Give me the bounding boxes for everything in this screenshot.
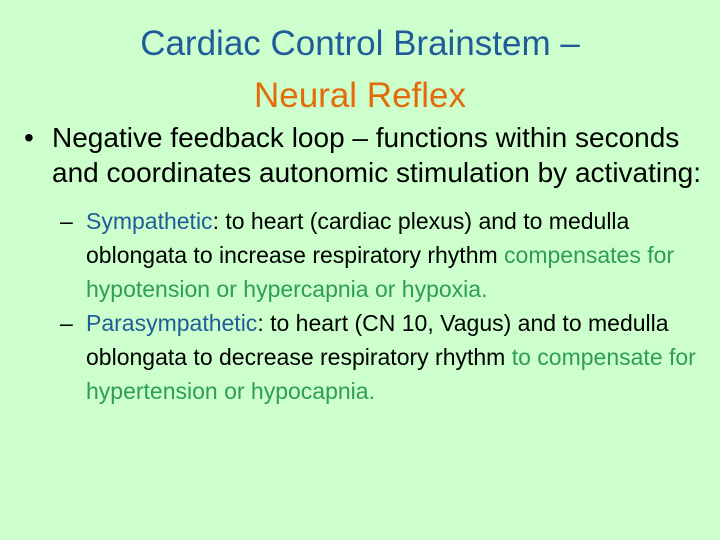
title-line-2: Neural Reflex xyxy=(253,76,467,115)
dash-marker: – xyxy=(60,310,73,336)
sympathetic-term: Sympathetic xyxy=(86,208,213,234)
dash-marker: – xyxy=(60,208,73,234)
main-bullet xyxy=(24,120,704,190)
sympathetic-effect: compensates for hypotension or hypercapnia or hypoxia. xyxy=(86,242,675,302)
slide-title xyxy=(0,18,720,122)
main-bullet-text: Negative feedback loop – functions within seconds and coordinates autonomic stimulation by activating: xyxy=(52,122,702,188)
sympathetic-description: : to heart (cardiac plexus) and to medulla oblongata to increase respiratory rhythm xyxy=(86,208,630,268)
sub-item-parasympathetic xyxy=(60,306,704,408)
parasympathetic-effect: to compensate for hypertension or hypocapnia. xyxy=(86,344,696,404)
sub-item-sympathetic xyxy=(60,204,704,306)
parasympathetic-description: : to heart (CN 10, Vagus) and to medulla oblongata to decrease respiratory rhythm xyxy=(86,310,669,370)
parasympathetic-term: Parasympathetic xyxy=(86,310,258,336)
bullet-marker: • xyxy=(24,122,34,153)
title-line-1: Cardiac Control Brainstem – xyxy=(140,24,580,63)
slide-body xyxy=(24,120,704,408)
